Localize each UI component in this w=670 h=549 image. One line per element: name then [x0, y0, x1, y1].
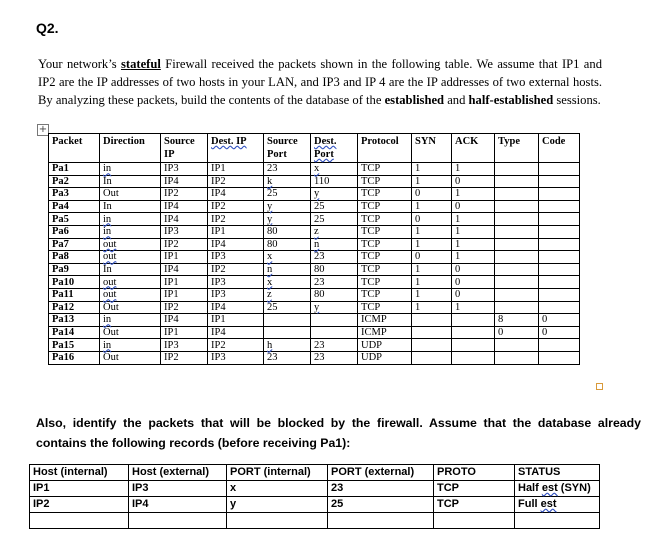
cell-source-port: 80: [264, 238, 311, 251]
cell-dest-ip: IP3: [208, 276, 264, 289]
db-cell-host-external: IP3: [129, 481, 227, 497]
cell-protocol: TCP: [358, 263, 412, 276]
table-row: [49, 301, 580, 314]
cell-ack: [452, 326, 495, 339]
cell-type: [495, 351, 539, 364]
cell-dest-port: 23: [311, 339, 358, 352]
cell-protocol: TCP: [358, 163, 412, 176]
cell-ack: 1: [452, 188, 495, 201]
table-row: [49, 238, 580, 251]
intro-half-established: half-established: [468, 93, 554, 107]
cell-dest-ip: IP2: [208, 263, 264, 276]
cell-type: [495, 301, 539, 314]
cell-source-ip: IP4: [161, 175, 208, 188]
intro-text-3: and: [444, 93, 469, 107]
db-row: [30, 481, 600, 497]
cell-dest-ip: IP4: [208, 188, 264, 201]
cell-syn: 1: [412, 301, 452, 314]
cell-syn: 1: [412, 225, 452, 238]
cell-syn: [412, 339, 452, 352]
cell-value: y: [267, 201, 273, 213]
cell-code: [539, 200, 580, 213]
cell-protocol: TCP: [358, 301, 412, 314]
cell-protocol: TCP: [358, 188, 412, 201]
cell-source-port: 23: [264, 163, 311, 176]
cell-source-port: 25: [264, 188, 311, 201]
cell-packet: Pa6: [49, 225, 100, 238]
intro-established: established: [384, 93, 445, 107]
cell-packet: Pa10: [49, 276, 100, 289]
cell-source-port: [264, 339, 311, 352]
db-header-proto: PROTO: [434, 465, 515, 481]
cell-code: [539, 163, 580, 176]
cell-direction: In: [100, 200, 161, 213]
header-dest-ip-label: Dest. IP: [211, 136, 247, 147]
cell-value: out: [103, 251, 117, 263]
table-row: [49, 339, 580, 352]
cell-ack: 0: [452, 200, 495, 213]
cell-dest-port: 25: [311, 200, 358, 213]
cell-direction: [100, 276, 161, 289]
cell-code: [539, 251, 580, 264]
cell-syn: 1: [412, 175, 452, 188]
cell-source-ip: IP2: [161, 188, 208, 201]
cell-code: 0: [539, 314, 580, 327]
cell-ack: [452, 351, 495, 364]
header-packet: Packet: [49, 134, 100, 163]
header-dest-port: [311, 134, 358, 163]
cell-dest-port: [311, 163, 358, 176]
db-table-body: [30, 481, 600, 529]
cell-packet: Pa1: [49, 163, 100, 176]
db-header-port-external: PORT (external): [328, 465, 434, 481]
packets-header-row: [49, 134, 580, 163]
cell-value: n: [267, 264, 273, 276]
cell-source-port: [264, 288, 311, 301]
cell-direction: Out: [100, 301, 161, 314]
cell-direction: In: [100, 175, 161, 188]
cell-dest-ip: IP4: [208, 326, 264, 339]
table-row: [49, 175, 580, 188]
cell-code: [539, 213, 580, 226]
question-number: Q2.: [36, 20, 59, 36]
table-row: [49, 276, 580, 289]
cell-direction: Out: [100, 326, 161, 339]
cell-value: x: [267, 251, 273, 263]
intro-text-1: Your network’s: [38, 57, 121, 71]
cell-syn: [412, 326, 452, 339]
cell-packet: Pa16: [49, 351, 100, 364]
cell-protocol: TCP: [358, 276, 412, 289]
cell-ack: 1: [452, 251, 495, 264]
cell-ack: 0: [452, 175, 495, 188]
header-type: Type: [495, 134, 539, 163]
cell-source-ip: IP1: [161, 251, 208, 264]
cell-packet: Pa7: [49, 238, 100, 251]
cell-value: z: [314, 226, 319, 238]
cell-syn: 0: [412, 213, 452, 226]
db-row: [30, 513, 600, 529]
table-row: [49, 188, 580, 201]
cell-code: [539, 351, 580, 364]
cell-source-port: [264, 175, 311, 188]
cell-dest-ip: IP1: [208, 163, 264, 176]
cell-ack: 0: [452, 288, 495, 301]
cell-protocol: TCP: [358, 288, 412, 301]
cell-value: out: [103, 238, 117, 250]
cell-source-ip: IP1: [161, 276, 208, 289]
cell-code: [539, 288, 580, 301]
cell-type: 0: [495, 326, 539, 339]
db-cell-host-external: [129, 513, 227, 529]
cell-ack: 1: [452, 163, 495, 176]
table-row: [49, 163, 580, 176]
cell-protocol: ICMP: [358, 314, 412, 327]
cell-source-port: [264, 276, 311, 289]
cell-source-ip: IP4: [161, 213, 208, 226]
header-dest-ip: [208, 134, 264, 163]
cell-dest-ip: IP2: [208, 213, 264, 226]
cell-direction: Out: [100, 188, 161, 201]
cell-packet: Pa13: [49, 314, 100, 327]
cell-type: [495, 200, 539, 213]
cell-source-port: [264, 314, 311, 327]
cell-type: [495, 225, 539, 238]
cell-value: y: [314, 301, 320, 313]
cell-dest-port: 23: [311, 351, 358, 364]
db-cell-port-external: 25: [328, 497, 434, 513]
cell-direction: Out: [100, 351, 161, 364]
table-row: [49, 213, 580, 226]
cell-source-ip: IP4: [161, 263, 208, 276]
cell-dest-port: 23: [311, 276, 358, 289]
db-header-status: STATUS: [515, 465, 600, 481]
cell-value: in: [103, 226, 112, 238]
table-row: [49, 351, 580, 364]
cell-value: n: [314, 238, 320, 250]
cell-code: [539, 225, 580, 238]
cell-value: x: [314, 163, 320, 175]
cell-dest-ip: IP4: [208, 301, 264, 314]
cell-dest-ip: IP2: [208, 175, 264, 188]
cell-value: k: [267, 175, 273, 187]
cell-direction: [100, 288, 161, 301]
cell-protocol: TCP: [358, 200, 412, 213]
cell-type: [495, 188, 539, 201]
cell-code: [539, 301, 580, 314]
cell-direction: [100, 251, 161, 264]
db-header-row: [30, 465, 600, 481]
cell-value: in: [103, 163, 112, 175]
session-database-table: [29, 464, 600, 529]
cell-direction: [100, 238, 161, 251]
cell-dest-port: [311, 238, 358, 251]
header-syn: SYN: [412, 134, 452, 163]
packets-table: [48, 133, 580, 365]
db-cell-port-external: 23: [328, 481, 434, 497]
cell-value: out: [103, 289, 117, 301]
cell-code: [539, 263, 580, 276]
cell-source-ip: IP4: [161, 314, 208, 327]
cell-protocol: TCP: [358, 213, 412, 226]
cell-type: [495, 276, 539, 289]
db-row: [30, 497, 600, 513]
intro-text-2: Firewall received the packets shown in the following table. We assume that IP1 and IP2 are the IP addresses of two hosts in your LAN, and IP3 and IP 4 are the IP addresses of two external hosts. By analyzing these packets, build the contents of the database of the: [38, 57, 602, 107]
db-header-host-internal: Host (internal): [30, 465, 129, 481]
cell-code: [539, 276, 580, 289]
header-ack: ACK: [452, 134, 495, 163]
cell-type: [495, 339, 539, 352]
cell-dest-ip: IP4: [208, 238, 264, 251]
db-cell-status: Full est: [515, 497, 600, 513]
cell-dest-port: [311, 225, 358, 238]
cell-packet: Pa4: [49, 200, 100, 213]
header-code: Code: [539, 134, 580, 163]
table-move-handle-icon[interactable]: +: [38, 124, 48, 135]
cell-code: [539, 175, 580, 188]
cell-packet: Pa5: [49, 213, 100, 226]
cell-syn: [412, 314, 452, 327]
cell-value: in: [103, 339, 112, 351]
cell-source-port: [264, 200, 311, 213]
cell-direction: [100, 314, 161, 327]
cell-protocol: ICMP: [358, 326, 412, 339]
cell-type: [495, 163, 539, 176]
db-cell-host-internal: [30, 513, 129, 529]
intro-stateful: stateful: [120, 57, 161, 71]
db-header-port-internal: PORT (internal): [227, 465, 328, 481]
cell-dest-ip: IP3: [208, 351, 264, 364]
cell-value: y: [314, 188, 320, 200]
cell-packet: Pa2: [49, 175, 100, 188]
cell-direction: [100, 213, 161, 226]
cell-source-port: 80: [264, 225, 311, 238]
cell-protocol: TCP: [358, 175, 412, 188]
cell-source-ip: IP2: [161, 351, 208, 364]
cell-dest-ip: IP3: [208, 288, 264, 301]
cell-syn: 1: [412, 288, 452, 301]
cell-source-ip: IP1: [161, 288, 208, 301]
cell-protocol: TCP: [358, 238, 412, 251]
cell-value: h: [267, 339, 273, 351]
cell-direction: In: [100, 263, 161, 276]
table-row: [49, 314, 580, 327]
table-row: [49, 200, 580, 213]
cell-packet: Pa3: [49, 188, 100, 201]
cell-dest-port: 110: [311, 175, 358, 188]
cell-packet: Pa8: [49, 251, 100, 264]
cell-source-ip: IP4: [161, 200, 208, 213]
cell-value: in: [103, 314, 112, 326]
cell-source-port: 25: [264, 301, 311, 314]
cell-type: [495, 175, 539, 188]
cell-direction: [100, 225, 161, 238]
cell-syn: 0: [412, 251, 452, 264]
header-dest-port-label: Dest. Port: [314, 136, 337, 160]
cell-direction: [100, 339, 161, 352]
cell-code: [539, 238, 580, 251]
cell-source-ip: IP2: [161, 238, 208, 251]
cell-dest-ip: IP2: [208, 200, 264, 213]
cell-value: out: [103, 276, 117, 288]
db-cell-proto: [434, 513, 515, 529]
table-row: [49, 263, 580, 276]
cell-dest-port: [311, 188, 358, 201]
cell-source-port: [264, 263, 311, 276]
cell-type: [495, 263, 539, 276]
cell-source-ip: IP2: [161, 301, 208, 314]
header-direction: Direction: [100, 134, 161, 163]
cell-ack: 0: [452, 276, 495, 289]
db-cell-host-internal: IP2: [30, 497, 129, 513]
cell-source-port: [264, 251, 311, 264]
db-cell-port-internal: x: [227, 481, 328, 497]
cell-protocol: UDP: [358, 339, 412, 352]
question-intro: [38, 55, 602, 109]
cell-dest-port: 80: [311, 263, 358, 276]
packets-table-body: [49, 163, 580, 365]
cell-dest-port: 23: [311, 251, 358, 264]
cell-code: 0: [539, 326, 580, 339]
db-cell-status: [515, 513, 600, 529]
cell-syn: 1: [412, 200, 452, 213]
db-cell-host-external: IP4: [129, 497, 227, 513]
cell-ack: 0: [452, 263, 495, 276]
cell-syn: 0: [412, 188, 452, 201]
cell-protocol: TCP: [358, 225, 412, 238]
cell-dest-port: [311, 326, 358, 339]
cell-packet: Pa14: [49, 326, 100, 339]
cell-value: in: [103, 213, 112, 225]
cell-code: [539, 188, 580, 201]
db-cell-proto: TCP: [434, 497, 515, 513]
cell-syn: [412, 351, 452, 364]
cell-source-ip: IP3: [161, 225, 208, 238]
cell-packet: Pa12: [49, 301, 100, 314]
header-source-port: Source Port: [264, 134, 311, 163]
db-cell-port-internal: y: [227, 497, 328, 513]
cell-dest-port: 25: [311, 213, 358, 226]
cell-dest-port: [311, 314, 358, 327]
cell-packet: Pa9: [49, 263, 100, 276]
cell-ack: 1: [452, 301, 495, 314]
cell-source-port: 23: [264, 351, 311, 364]
cell-source-port: [264, 326, 311, 339]
cell-source-ip: IP3: [161, 339, 208, 352]
cell-ack: [452, 314, 495, 327]
table-row: [49, 251, 580, 264]
db-cell-proto: TCP: [434, 481, 515, 497]
cell-dest-port: 80: [311, 288, 358, 301]
also-instruction: Also, identify the packets that will be blocked by the firewall. Assume that the database already contains the following records (before receiving Pa1):: [36, 416, 641, 450]
cell-dest-port: [311, 301, 358, 314]
cell-source-port: [264, 213, 311, 226]
cell-ack: 1: [452, 225, 495, 238]
cell-value: x: [267, 276, 273, 288]
cell-dest-ip: IP1: [208, 314, 264, 327]
cell-direction: [100, 163, 161, 176]
cell-syn: 1: [412, 263, 452, 276]
cell-type: [495, 238, 539, 251]
cell-packet: Pa15: [49, 339, 100, 352]
table-row: [49, 326, 580, 339]
db-cell-host-internal: IP1: [30, 481, 129, 497]
cell-protocol: TCP: [358, 251, 412, 264]
header-protocol: Protocol: [358, 134, 412, 163]
db-cell-port-internal: [227, 513, 328, 529]
cell-ack: [452, 339, 495, 352]
cell-dest-ip: IP1: [208, 225, 264, 238]
cell-type: [495, 251, 539, 264]
cell-ack: 1: [452, 238, 495, 251]
cell-code: [539, 339, 580, 352]
cell-source-ip: IP1: [161, 326, 208, 339]
cell-type: [495, 288, 539, 301]
cell-dest-ip: IP3: [208, 251, 264, 264]
resize-handle-icon[interactable]: [596, 383, 603, 390]
cell-value: z: [267, 289, 272, 301]
table-row: [49, 225, 580, 238]
db-cell-status: Half est (SYN): [515, 481, 600, 497]
cell-ack: 1: [452, 213, 495, 226]
cell-type: 8: [495, 314, 539, 327]
cell-dest-ip: IP2: [208, 339, 264, 352]
db-header-host-external: Host (external): [129, 465, 227, 481]
db-cell-port-external: [328, 513, 434, 529]
cell-protocol: UDP: [358, 351, 412, 364]
intro-text-4: sessions.: [553, 93, 601, 107]
cell-source-ip: IP3: [161, 163, 208, 176]
cell-syn: 1: [412, 238, 452, 251]
cell-type: [495, 213, 539, 226]
cell-syn: 1: [412, 163, 452, 176]
cell-packet: Pa11: [49, 288, 100, 301]
table-row: [49, 288, 580, 301]
cell-value: y: [267, 213, 273, 225]
header-source-ip: Source IP: [161, 134, 208, 163]
cell-syn: 1: [412, 276, 452, 289]
